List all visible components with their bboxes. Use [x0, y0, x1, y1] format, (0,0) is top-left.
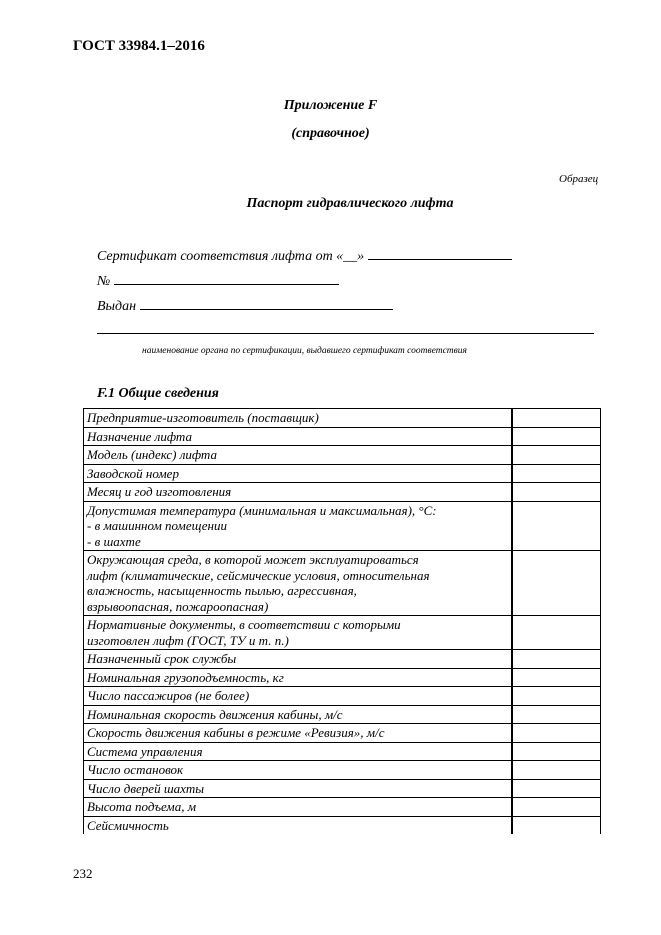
table-row [84, 668, 601, 687]
value-cell[interactable] [512, 501, 601, 551]
parameter-text: Заводской номер [87, 465, 179, 481]
parameter-text: Система управления [87, 743, 203, 759]
parameter-cell [84, 427, 512, 446]
parameter-text: Число дверей шахты [87, 780, 205, 796]
passport-title: Паспорт гидравлического лифта [246, 196, 454, 211]
table-row [84, 761, 601, 780]
value-cell[interactable] [512, 446, 601, 465]
parameter-cell [84, 705, 512, 724]
table-row [84, 742, 601, 761]
certificate-label: Сертификат соответствия лифта от «__» [97, 249, 365, 264]
parameter-text: Скорость движения кабины в режиме «Ревизия», м/с [87, 725, 385, 740]
parameter-cell [84, 446, 512, 465]
parameter-cell [84, 464, 512, 483]
parameter-cell [84, 551, 512, 616]
table-row [84, 501, 601, 551]
parameter-cell [84, 650, 512, 669]
table-row [84, 616, 601, 650]
parameter-cell [84, 616, 512, 650]
value-cell[interactable] [512, 650, 601, 669]
value-cell[interactable] [512, 409, 601, 428]
value-cell[interactable] [512, 687, 601, 706]
table-row [84, 687, 601, 706]
value-cell[interactable] [512, 483, 601, 502]
certificate-issued-label: Выдан [97, 299, 137, 314]
value-cell[interactable] [512, 616, 601, 650]
parameter-text: Назначение лифта [87, 428, 192, 444]
value-cell[interactable] [512, 551, 601, 616]
parameter-text: влажность, насыщенность пылью, агрессивная, [87, 583, 357, 598]
table-row [84, 798, 601, 817]
parameter-cell [84, 687, 512, 706]
page-number: 232 [73, 866, 93, 881]
general-info-table [83, 408, 601, 834]
parameter-text: Модель (индекс) лифта [87, 447, 217, 462]
value-cell[interactable] [512, 705, 601, 724]
parameter-text: Месяц и год изготовления [87, 484, 232, 499]
table-row [84, 816, 601, 834]
parameter-cell [84, 409, 512, 428]
value-cell[interactable] [512, 724, 601, 743]
value-cell[interactable] [512, 427, 601, 446]
parameter-cell [84, 779, 512, 798]
value-cell[interactable] [512, 464, 601, 483]
certification-body-line [97, 333, 594, 334]
certificate-line [97, 245, 512, 265]
certificate-number-label: № [97, 274, 111, 289]
parameter-text: Номинальная грузоподъемность, кг [87, 669, 284, 685]
table-row [84, 551, 601, 616]
parameter-text: Высота подъема, м [87, 799, 197, 814]
value-cell[interactable] [512, 742, 601, 761]
value-cell[interactable] [512, 779, 601, 798]
parameter-text: - в шахте [87, 533, 141, 549]
value-cell[interactable] [512, 798, 601, 817]
parameter-cell [84, 742, 512, 761]
parameter-text: Окружающая среда, в которой может эксплуатироваться [87, 552, 419, 567]
table-row [84, 779, 601, 798]
table-row [84, 724, 601, 743]
appendix-subtitle: (справочное) [291, 126, 370, 141]
parameter-cell [84, 483, 512, 502]
table-row [84, 483, 601, 502]
parameter-text: Предприятие-изготовитель (поставщик) [87, 410, 319, 425]
parameter-text: изготовлен лифт (ГОСТ, ТУ и т. п.) [87, 632, 289, 648]
certificate-number-blank [114, 270, 339, 285]
certificate-date-blank [368, 245, 512, 260]
parameter-cell [84, 816, 512, 834]
parameter-text: взрывоопасная, пожароопасная) [87, 598, 269, 614]
table-row [84, 705, 601, 724]
certification-body-caption: наименование органа по сертификации, выдавшего сертификат соответствия [142, 346, 467, 356]
certificate-issued-blank [140, 295, 393, 310]
value-cell[interactable] [512, 668, 601, 687]
parameter-cell [84, 724, 512, 743]
parameter-text: Нормативные документы, в соответствии с которыми [87, 617, 401, 632]
parameter-text: Число остановок [87, 762, 184, 777]
value-cell[interactable] [512, 816, 601, 834]
parameter-text: Сейсмичность [87, 817, 169, 833]
value-cell[interactable] [512, 761, 601, 780]
table-row [84, 427, 601, 446]
appendix-title: Приложение F [283, 98, 378, 113]
parameter-text: лифт (климатические, сейсмические условия, относительная [87, 567, 430, 583]
document-header: ГОСТ 33984.1–2016 [73, 38, 205, 54]
table-row [84, 446, 601, 465]
parameter-cell [84, 668, 512, 687]
parameter-text: - в машинном помещении [87, 518, 227, 533]
section-title: F.1 Общие сведения [97, 386, 219, 401]
parameter-cell [84, 798, 512, 817]
sample-label: Образец [559, 173, 599, 185]
parameter-text: Назначенный срок службы [87, 651, 237, 666]
table-row [84, 464, 601, 483]
parameter-text: Число пассажиров (не более) [87, 688, 250, 703]
table-row [84, 409, 601, 428]
table-row [84, 650, 601, 669]
parameter-text: Допустимая температура (минимальная и максимальная), °С: [87, 502, 437, 518]
parameter-cell [84, 501, 512, 551]
parameter-cell [84, 761, 512, 780]
certificate-issued-line [97, 295, 393, 315]
parameter-text: Номинальная скорость движения кабины, м/с [87, 706, 343, 722]
certificate-number-line [97, 270, 339, 290]
